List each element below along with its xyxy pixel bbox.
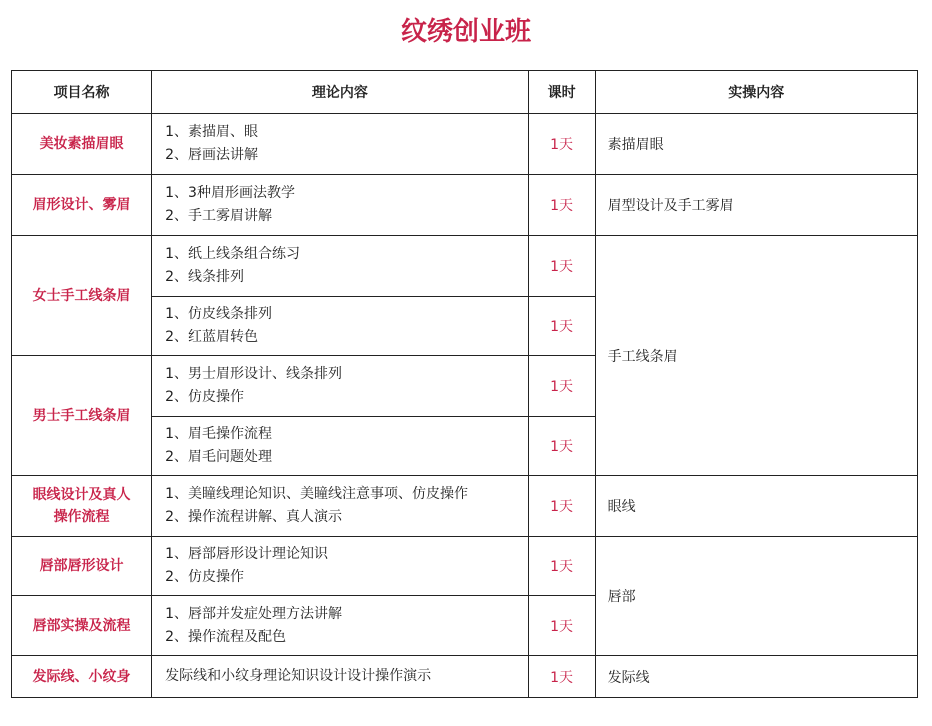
table-row <box>12 656 918 698</box>
theory-line: 1、纸上线条组合练习 <box>165 246 301 262</box>
course-hours: 1天 <box>528 175 595 236</box>
theory-line: 2、仿皮操作 <box>165 389 245 405</box>
theory-content <box>152 537 528 596</box>
table-row <box>12 476 918 537</box>
theory-content <box>152 417 528 476</box>
table-row <box>12 175 918 236</box>
course-name: 唇部唇形设计 <box>12 537 152 596</box>
practice-content: 素描眉眼 <box>595 114 917 175</box>
course-hours: 1天 <box>528 297 595 356</box>
course-name-line: 操作流程 <box>53 509 110 525</box>
table-row <box>12 236 918 297</box>
course-name: 女士手工线条眉 <box>12 236 152 356</box>
theory-line: 1、素描眉、眼 <box>165 124 259 140</box>
theory-line: 1、男士眉形设计、线条排列 <box>165 366 343 382</box>
course-name: 唇部实操及流程 <box>12 596 152 656</box>
theory-line: 2、线条排列 <box>165 269 245 285</box>
header-hours: 课时 <box>528 71 595 114</box>
theory-line: 2、仿皮操作 <box>165 569 245 585</box>
theory-content <box>152 476 528 537</box>
theory-line: 1、唇部唇形设计理论知识 <box>165 546 329 562</box>
course-name: 美妆素描眉眼 <box>12 114 152 175</box>
practice-content: 手工线条眉 <box>595 236 917 476</box>
header-theory: 理论内容 <box>152 71 528 114</box>
course-hours: 1天 <box>528 417 595 476</box>
page-title: 纹绣创业班 <box>400 17 531 47</box>
theory-content <box>152 114 528 175</box>
header-practice: 实操内容 <box>595 71 917 114</box>
theory-line: 2、操作流程及配色 <box>165 628 287 645</box>
table-header-row <box>12 71 918 114</box>
theory-line: 2、手工雾眉讲解 <box>165 208 273 224</box>
theory-line: 1、3种眉形画法教学 <box>165 185 295 201</box>
theory-line: 发际线和小纹身理论知识设计设计操作演示 <box>165 668 432 684</box>
theory-line: 1、美瞳线理论知识、美瞳线注意事项、仿皮操作 <box>165 486 469 502</box>
course-table <box>11 70 918 698</box>
course-name: 发际线、小纹身 <box>12 656 152 698</box>
course-name <box>12 476 152 537</box>
course-hours: 1天 <box>528 356 595 417</box>
course-name-line: 眼线设计及真人 <box>32 487 131 503</box>
table-row <box>12 114 918 175</box>
practice-content: 眉型设计及手工雾眉 <box>595 175 917 236</box>
theory-content <box>152 356 528 417</box>
practice-content: 眼线 <box>595 476 917 537</box>
theory-line: 1、唇部并发症处理方法讲解 <box>165 605 343 622</box>
course-hours: 1天 <box>528 596 595 656</box>
course-hours: 1天 <box>528 476 595 537</box>
practice-content: 发际线 <box>595 656 917 698</box>
course-name: 眉形设计、雾眉 <box>12 175 152 236</box>
theory-line: 1、仿皮线条排列 <box>165 306 273 322</box>
header-name: 项目名称 <box>12 71 152 114</box>
course-name: 男士手工线条眉 <box>12 356 152 476</box>
theory-line: 2、红蓝眉转色 <box>165 329 259 345</box>
theory-content <box>152 297 528 356</box>
theory-content <box>152 175 528 236</box>
theory-content <box>152 596 528 656</box>
table-row <box>12 537 918 596</box>
theory-line: 2、唇画法讲解 <box>165 147 259 163</box>
theory-line: 2、眉毛问题处理 <box>165 449 273 465</box>
theory-content <box>152 236 528 297</box>
course-hours: 1天 <box>528 656 595 698</box>
course-hours: 1天 <box>528 236 595 297</box>
theory-content <box>152 656 528 698</box>
theory-line: 1、眉毛操作流程 <box>165 426 273 442</box>
practice-content: 唇部 <box>595 537 917 656</box>
theory-line: 2、操作流程讲解、真人演示 <box>165 509 343 525</box>
course-hours: 1天 <box>528 537 595 596</box>
course-hours: 1天 <box>528 114 595 175</box>
